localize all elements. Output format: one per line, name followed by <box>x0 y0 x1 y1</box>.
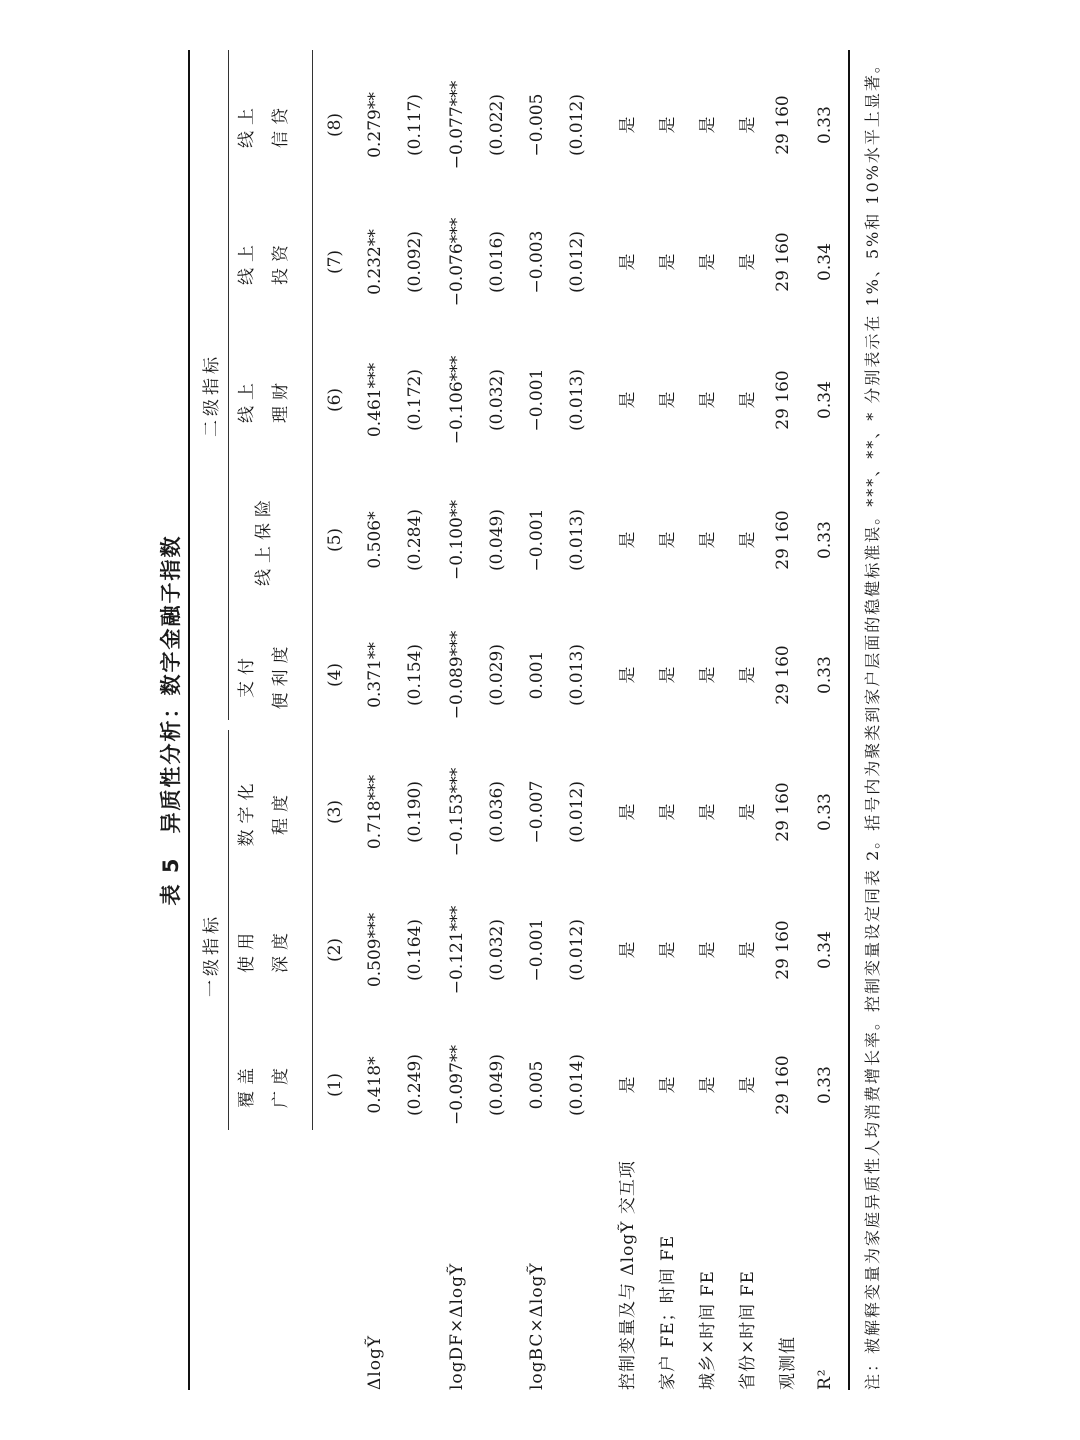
table-cell: 0.33 <box>815 1066 835 1104</box>
column-header-line: 信贷 <box>271 102 291 148</box>
table-cell: 是 <box>738 1076 758 1094</box>
table-cell: 0.232** <box>365 229 385 295</box>
table-cell: 是 <box>658 666 678 684</box>
column-header-line: 支付 <box>237 652 257 698</box>
column-header-line: 数字化 <box>237 777 257 847</box>
table-cell: −0.001 <box>527 918 547 982</box>
column-number-6: (6) <box>325 387 345 413</box>
table-cell: 是 <box>698 666 718 684</box>
table-cell: (0.036) <box>487 781 507 843</box>
table-cell: −0.097** <box>447 1045 467 1125</box>
column-header-8 <box>230 60 298 190</box>
table-cell: 是 <box>738 803 758 821</box>
column-number-7: (7) <box>325 249 345 275</box>
table-cell: 是 <box>738 253 758 271</box>
table-cell: 是 <box>658 941 678 959</box>
table-cell: 是 <box>738 666 758 684</box>
table-cell: (0.012) <box>567 94 587 156</box>
table-cell: (0.013) <box>567 369 587 431</box>
column-header-line: 理财 <box>271 377 291 423</box>
table-cell: 0.34 <box>815 381 835 419</box>
table-cell: (0.049) <box>487 509 507 571</box>
table-cell: (0.014) <box>567 1054 587 1116</box>
table-cell: 是 <box>618 803 638 821</box>
table-cell: (0.049) <box>487 1054 507 1116</box>
table-cell: (0.284) <box>405 509 425 571</box>
table-cell: −0.001 <box>527 508 547 572</box>
table-cell: (0.172) <box>405 369 425 431</box>
column-header-5 <box>247 475 281 605</box>
column-header-line: 使用 <box>237 927 257 973</box>
table-cell: 是 <box>738 391 758 409</box>
table-cell: 是 <box>698 941 718 959</box>
table-cell: (0.032) <box>487 369 507 431</box>
table-cell: −0.077*** <box>447 80 467 170</box>
table-cell: (0.249) <box>405 1054 425 1116</box>
table-cell: 29 160 <box>773 920 793 980</box>
table-cell: −0.005 <box>527 93 547 157</box>
table-cell: (0.164) <box>405 919 425 981</box>
column-number-3: (3) <box>325 799 345 825</box>
table-cell: 是 <box>618 1076 638 1094</box>
group-level1-underline <box>228 730 229 1130</box>
column-header-line: 线上保险 <box>254 494 274 586</box>
table-cell: 0.371** <box>365 642 385 708</box>
row-label: 观测值 <box>778 1336 798 1390</box>
table-cell: (0.013) <box>567 509 587 571</box>
table-cell: −0.100** <box>447 500 467 580</box>
column-number-2: (2) <box>325 937 345 963</box>
table-cell: 是 <box>618 666 638 684</box>
group-level1-label: 一级指标 <box>202 913 222 997</box>
table-cell: 29 160 <box>773 232 793 292</box>
column-header-3 <box>230 747 298 877</box>
table-cell: 0.33 <box>815 793 835 831</box>
table-cell: (0.117) <box>405 94 425 156</box>
table-cell: 是 <box>618 391 638 409</box>
table-cell: 是 <box>738 941 758 959</box>
column-header-line: 程度 <box>271 789 291 835</box>
table-cell: 是 <box>618 116 638 134</box>
column-header-1 <box>230 1020 298 1150</box>
group-level2-underline <box>228 50 229 720</box>
table-cell: 是 <box>738 531 758 549</box>
row-label: 家户 FE；时间 FE <box>658 1234 678 1390</box>
table-cell: (0.016) <box>487 231 507 293</box>
column-header-line: 广度 <box>271 1062 291 1108</box>
table-cell: 是 <box>698 391 718 409</box>
group-level2-label: 二级指标 <box>202 353 222 437</box>
table-cell: −0.003 <box>527 230 547 294</box>
table-cell: 是 <box>698 531 718 549</box>
table-cell: 是 <box>658 253 678 271</box>
table-cell: 是 <box>658 531 678 549</box>
table-cell: −0.076*** <box>447 217 467 307</box>
column-header-line: 线上 <box>237 102 257 148</box>
table-cell: 是 <box>658 1076 678 1094</box>
table-note: 注：被解释变量为家庭异质性人均消费增长率。控制变量设定同表 2。括号内为聚类到家户层面的稳健标准误。***、**、* 分别表示在 1%、5%和 10%水平上显著。 <box>863 55 882 1390</box>
column-header-line: 线上 <box>237 239 257 285</box>
column-number-5: (5) <box>325 527 345 553</box>
table-cell: 0.418* <box>365 1056 385 1114</box>
header-rule <box>312 50 313 1130</box>
table-cell: 是 <box>698 803 718 821</box>
table-cell: 是 <box>658 803 678 821</box>
table-cell: −0.001 <box>527 368 547 432</box>
table-cell: 是 <box>658 116 678 134</box>
table-cell: 是 <box>698 116 718 134</box>
table-cell: 0.34 <box>815 931 835 969</box>
table-cell: 0.509*** <box>365 912 385 988</box>
row-label: 省份×时间 FE <box>738 1270 758 1390</box>
bottom-rule <box>848 50 850 1390</box>
table-cell: 29 160 <box>773 1055 793 1115</box>
table-cell: (0.154) <box>405 644 425 706</box>
table-cell: (0.012) <box>567 919 587 981</box>
table-cell: 0.33 <box>815 656 835 694</box>
table-cell: 29 160 <box>773 95 793 155</box>
top-rule <box>188 50 190 1390</box>
table-cell: 29 160 <box>773 510 793 570</box>
table-cell: (0.022) <box>487 94 507 156</box>
table-cell: 0.34 <box>815 243 835 281</box>
table-cell: 0.506* <box>365 511 385 569</box>
table-cell: 0.005 <box>527 1060 547 1110</box>
table-cell: 是 <box>618 941 638 959</box>
table-cell: 0.718*** <box>365 774 385 850</box>
column-header-line: 覆盖 <box>237 1062 257 1108</box>
column-number-1: (1) <box>325 1072 345 1098</box>
table-cell: (0.092) <box>405 231 425 293</box>
table-cell: −0.153*** <box>447 767 467 857</box>
table-cell: 0.33 <box>815 106 835 144</box>
row-label: logDF×ΔlogỸ <box>447 1262 467 1390</box>
column-header-2 <box>230 885 298 1015</box>
column-header-line: 投资 <box>271 239 291 285</box>
column-number-4: (4) <box>325 662 345 688</box>
row-label: logBC×ΔlogỸ <box>527 1262 547 1390</box>
column-header-line: 深度 <box>271 927 291 973</box>
column-header-7 <box>230 197 298 327</box>
column-header-6 <box>230 335 298 465</box>
table-cell: 是 <box>618 531 638 549</box>
row-label: ΔlogỸ <box>365 1334 385 1390</box>
table-cell: 29 160 <box>773 370 793 430</box>
table-cell: 0.001 <box>527 650 547 700</box>
table-cell: 0.461*** <box>365 362 385 438</box>
table-title: 表 5 异质性分析：数字金融子指数 <box>159 534 183 906</box>
table-cell: (0.013) <box>567 644 587 706</box>
row-label: 城乡×时间 FE <box>698 1270 718 1390</box>
table-cell: (0.012) <box>567 781 587 843</box>
table-cell: 是 <box>698 1076 718 1094</box>
table-cell: (0.190) <box>405 781 425 843</box>
table-cell: 0.33 <box>815 521 835 559</box>
table-cell: 是 <box>698 253 718 271</box>
column-number-8: (8) <box>325 112 345 138</box>
table-cell: −0.106*** <box>447 355 467 445</box>
table-cell: (0.012) <box>567 231 587 293</box>
table-cell: (0.032) <box>487 919 507 981</box>
table-cell: (0.029) <box>487 644 507 706</box>
table-cell: 29 160 <box>773 645 793 705</box>
table-cell: 是 <box>738 116 758 134</box>
table-cell: 29 160 <box>773 782 793 842</box>
table-cell: 0.279** <box>365 92 385 158</box>
table-cell: −0.121*** <box>447 905 467 995</box>
column-header-line: 便利度 <box>271 640 291 710</box>
row-label: 控制变量及与 ΔlogỸ 交互项 <box>618 1160 638 1390</box>
table-cell: −0.089*** <box>447 630 467 720</box>
row-label: R² <box>815 1368 835 1390</box>
column-header-4 <box>230 610 298 740</box>
table-cell: 是 <box>658 391 678 409</box>
table-cell: 是 <box>618 253 638 271</box>
column-header-line: 线上 <box>237 377 257 423</box>
table-cell: −0.007 <box>527 780 547 844</box>
